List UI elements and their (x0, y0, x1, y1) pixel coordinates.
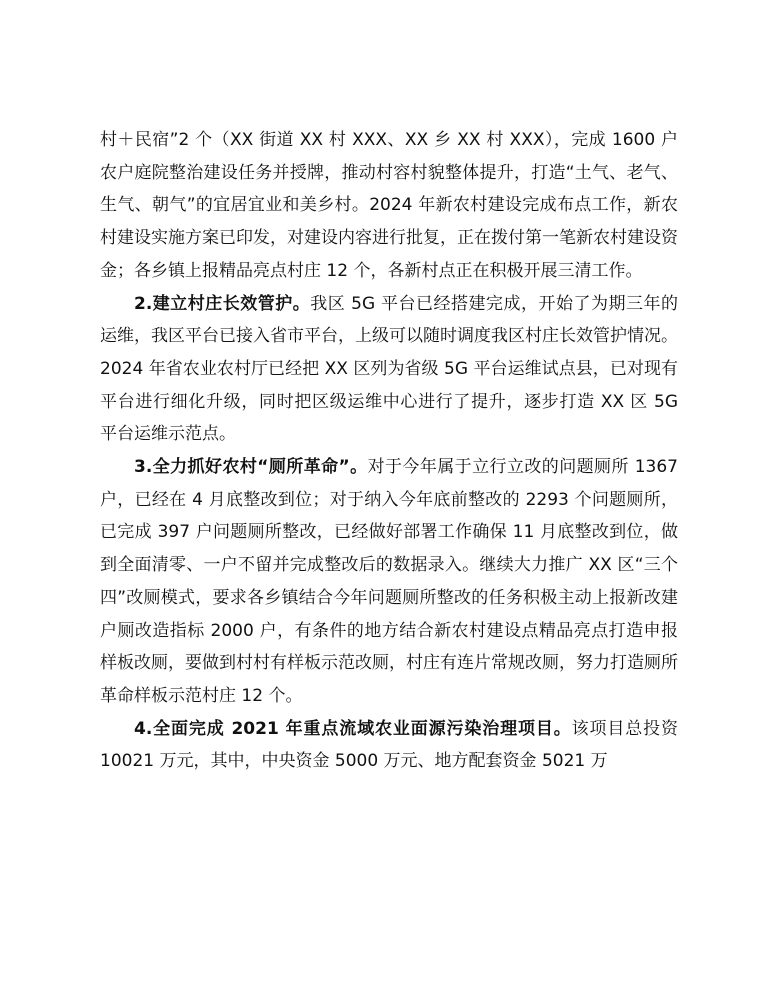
paragraph-2 (100, 288, 678, 452)
paragraph-2-heading: 2.建立村庄长效管护。 (134, 293, 311, 314)
paragraph-3-heading: 3.全力抓好农村“厕所革命”。 (134, 457, 368, 478)
document-page (100, 124, 678, 778)
paragraph-1-text: 村＋民宿”2 个（XX 街道 XX 村 XXX、XX 乡 XX 村 XXX），完成 1600 户农户庭院整治建设任务并授牌，推动村容村貌整体提升，打造“土气、老气、生气、朝气”的宜居宜业和美乡村。2024 年新农村建设完成布点工作，新农村建设实施方案已印发，对建设内容进行批复，正在拨付第一笔新农村建设资金；各乡镇上报精品亮点村庄 12 个，各新村点正在积极开展三清工作。 (100, 130, 678, 281)
paragraph-1 (100, 124, 678, 288)
paragraph-2-text: 我区 5G 平台已经搭建完成，开始了为期三年的运维，我区平台已接入省市平台，上级可以随时调度我区村庄长效管护情况。2024 年省农业农村厅已经把 XX 区列为省级 5G 平台运维试点县，已对现有平台进行细化升级，同时把区级运维中心进行了提升，逐步打造 XX 区 5G 平台运维示范点。 (100, 293, 678, 445)
paragraph-4-heading: 4.全面完成 2021 年重点流域农业面源污染治理项目。 (134, 718, 572, 739)
paragraph-3-text: 对于今年属于立行立改的问题厕所 1367 户，已经在 4 月底整改到位；对于纳入今年底前整改的 2293 个问题厕所，已完成 397 户问题厕所整改，已经做好部署工作确保 11 月底整改到位，做到全面清零、一户不留并完成整改后的数据录入。继续大力推广 XX 区“三个四”改厕模式，要求各乡镇结合今年问题厕所整改的任务积极主动上报新改建户厕改造指标 2000 户，有条件的地方结合新农村建设点精品亮点打造申报样板改厕，要做到村村有样板示范改厕，村庄有连片常规改厕，努力打造厕所革命样板示范村庄 12 个。 (100, 457, 678, 706)
paragraph-3 (100, 451, 678, 713)
paragraph-4 (100, 713, 678, 778)
paragraph-4-text: 该项目总投资 10021 万元，其中，中央资金 5000 万元、地方配套资金 5021 万 (100, 718, 679, 772)
